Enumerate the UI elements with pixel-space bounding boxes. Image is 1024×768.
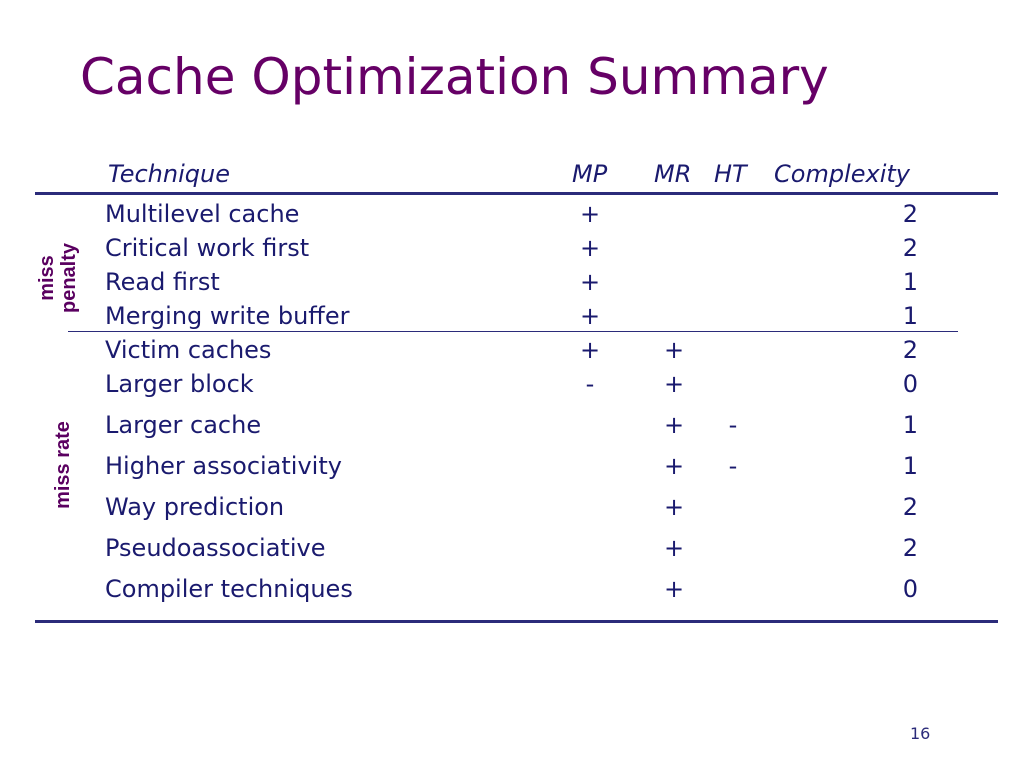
group-label-miss-penalty bbox=[36, 228, 84, 328]
ht-cell: - bbox=[728, 411, 738, 439]
technique-cell: Higher associativity bbox=[105, 452, 342, 480]
technique-cell: Victim caches bbox=[105, 336, 272, 364]
header-complexity: Complexity bbox=[774, 160, 910, 188]
mr-cell: + bbox=[663, 493, 685, 521]
header-rule bbox=[35, 192, 998, 195]
group-label-line: miss bbox=[36, 255, 58, 301]
header-mr: MR bbox=[654, 160, 692, 188]
header-mp: MP bbox=[572, 160, 608, 188]
technique-cell: Critical work first bbox=[105, 234, 310, 262]
group-label-line: penalty bbox=[58, 242, 80, 314]
mp-cell: + bbox=[579, 268, 601, 296]
technique-cell: Compiler techniques bbox=[105, 575, 353, 603]
header-ht: HT bbox=[714, 160, 747, 188]
complexity-cell: 1 bbox=[902, 452, 918, 480]
group-label-miss-rate bbox=[52, 405, 76, 525]
complexity-cell: 1 bbox=[902, 411, 918, 439]
complexity-cell: 2 bbox=[902, 200, 918, 228]
complexity-cell: 2 bbox=[902, 493, 918, 521]
mp-cell: + bbox=[579, 302, 601, 330]
mr-cell: + bbox=[663, 452, 685, 480]
technique-cell: Multilevel cache bbox=[105, 200, 300, 228]
mp-cell: + bbox=[579, 234, 601, 262]
page-number: 16 bbox=[910, 724, 931, 743]
technique-cell: Read first bbox=[105, 268, 220, 296]
mr-cell: + bbox=[663, 336, 685, 364]
mp-cell: + bbox=[579, 200, 601, 228]
technique-cell: Way prediction bbox=[105, 493, 285, 521]
header-technique: Technique bbox=[108, 160, 230, 188]
complexity-cell: 0 bbox=[902, 575, 918, 603]
complexity-cell: 1 bbox=[902, 302, 918, 330]
mr-cell: + bbox=[663, 411, 685, 439]
bottom-rule bbox=[35, 620, 998, 623]
complexity-cell: 1 bbox=[902, 268, 918, 296]
technique-cell: Larger cache bbox=[105, 411, 262, 439]
group-label-line: miss rate bbox=[52, 421, 74, 509]
mp-cell: - bbox=[585, 370, 595, 398]
mr-cell: + bbox=[663, 534, 685, 562]
mr-cell: + bbox=[663, 370, 685, 398]
mp-cell: + bbox=[579, 336, 601, 364]
complexity-cell: 2 bbox=[902, 534, 918, 562]
mr-cell: + bbox=[663, 575, 685, 603]
technique-cell: Larger block bbox=[105, 370, 254, 398]
ht-cell: - bbox=[728, 452, 738, 480]
technique-cell: Pseudoassociative bbox=[105, 534, 326, 562]
complexity-cell: 2 bbox=[902, 234, 918, 262]
group-divider-rule bbox=[68, 331, 958, 332]
technique-cell: Merging write buffer bbox=[105, 302, 350, 330]
slide-title: Cache Optimization Summary bbox=[80, 48, 829, 106]
complexity-cell: 0 bbox=[902, 370, 918, 398]
complexity-cell: 2 bbox=[902, 336, 918, 364]
